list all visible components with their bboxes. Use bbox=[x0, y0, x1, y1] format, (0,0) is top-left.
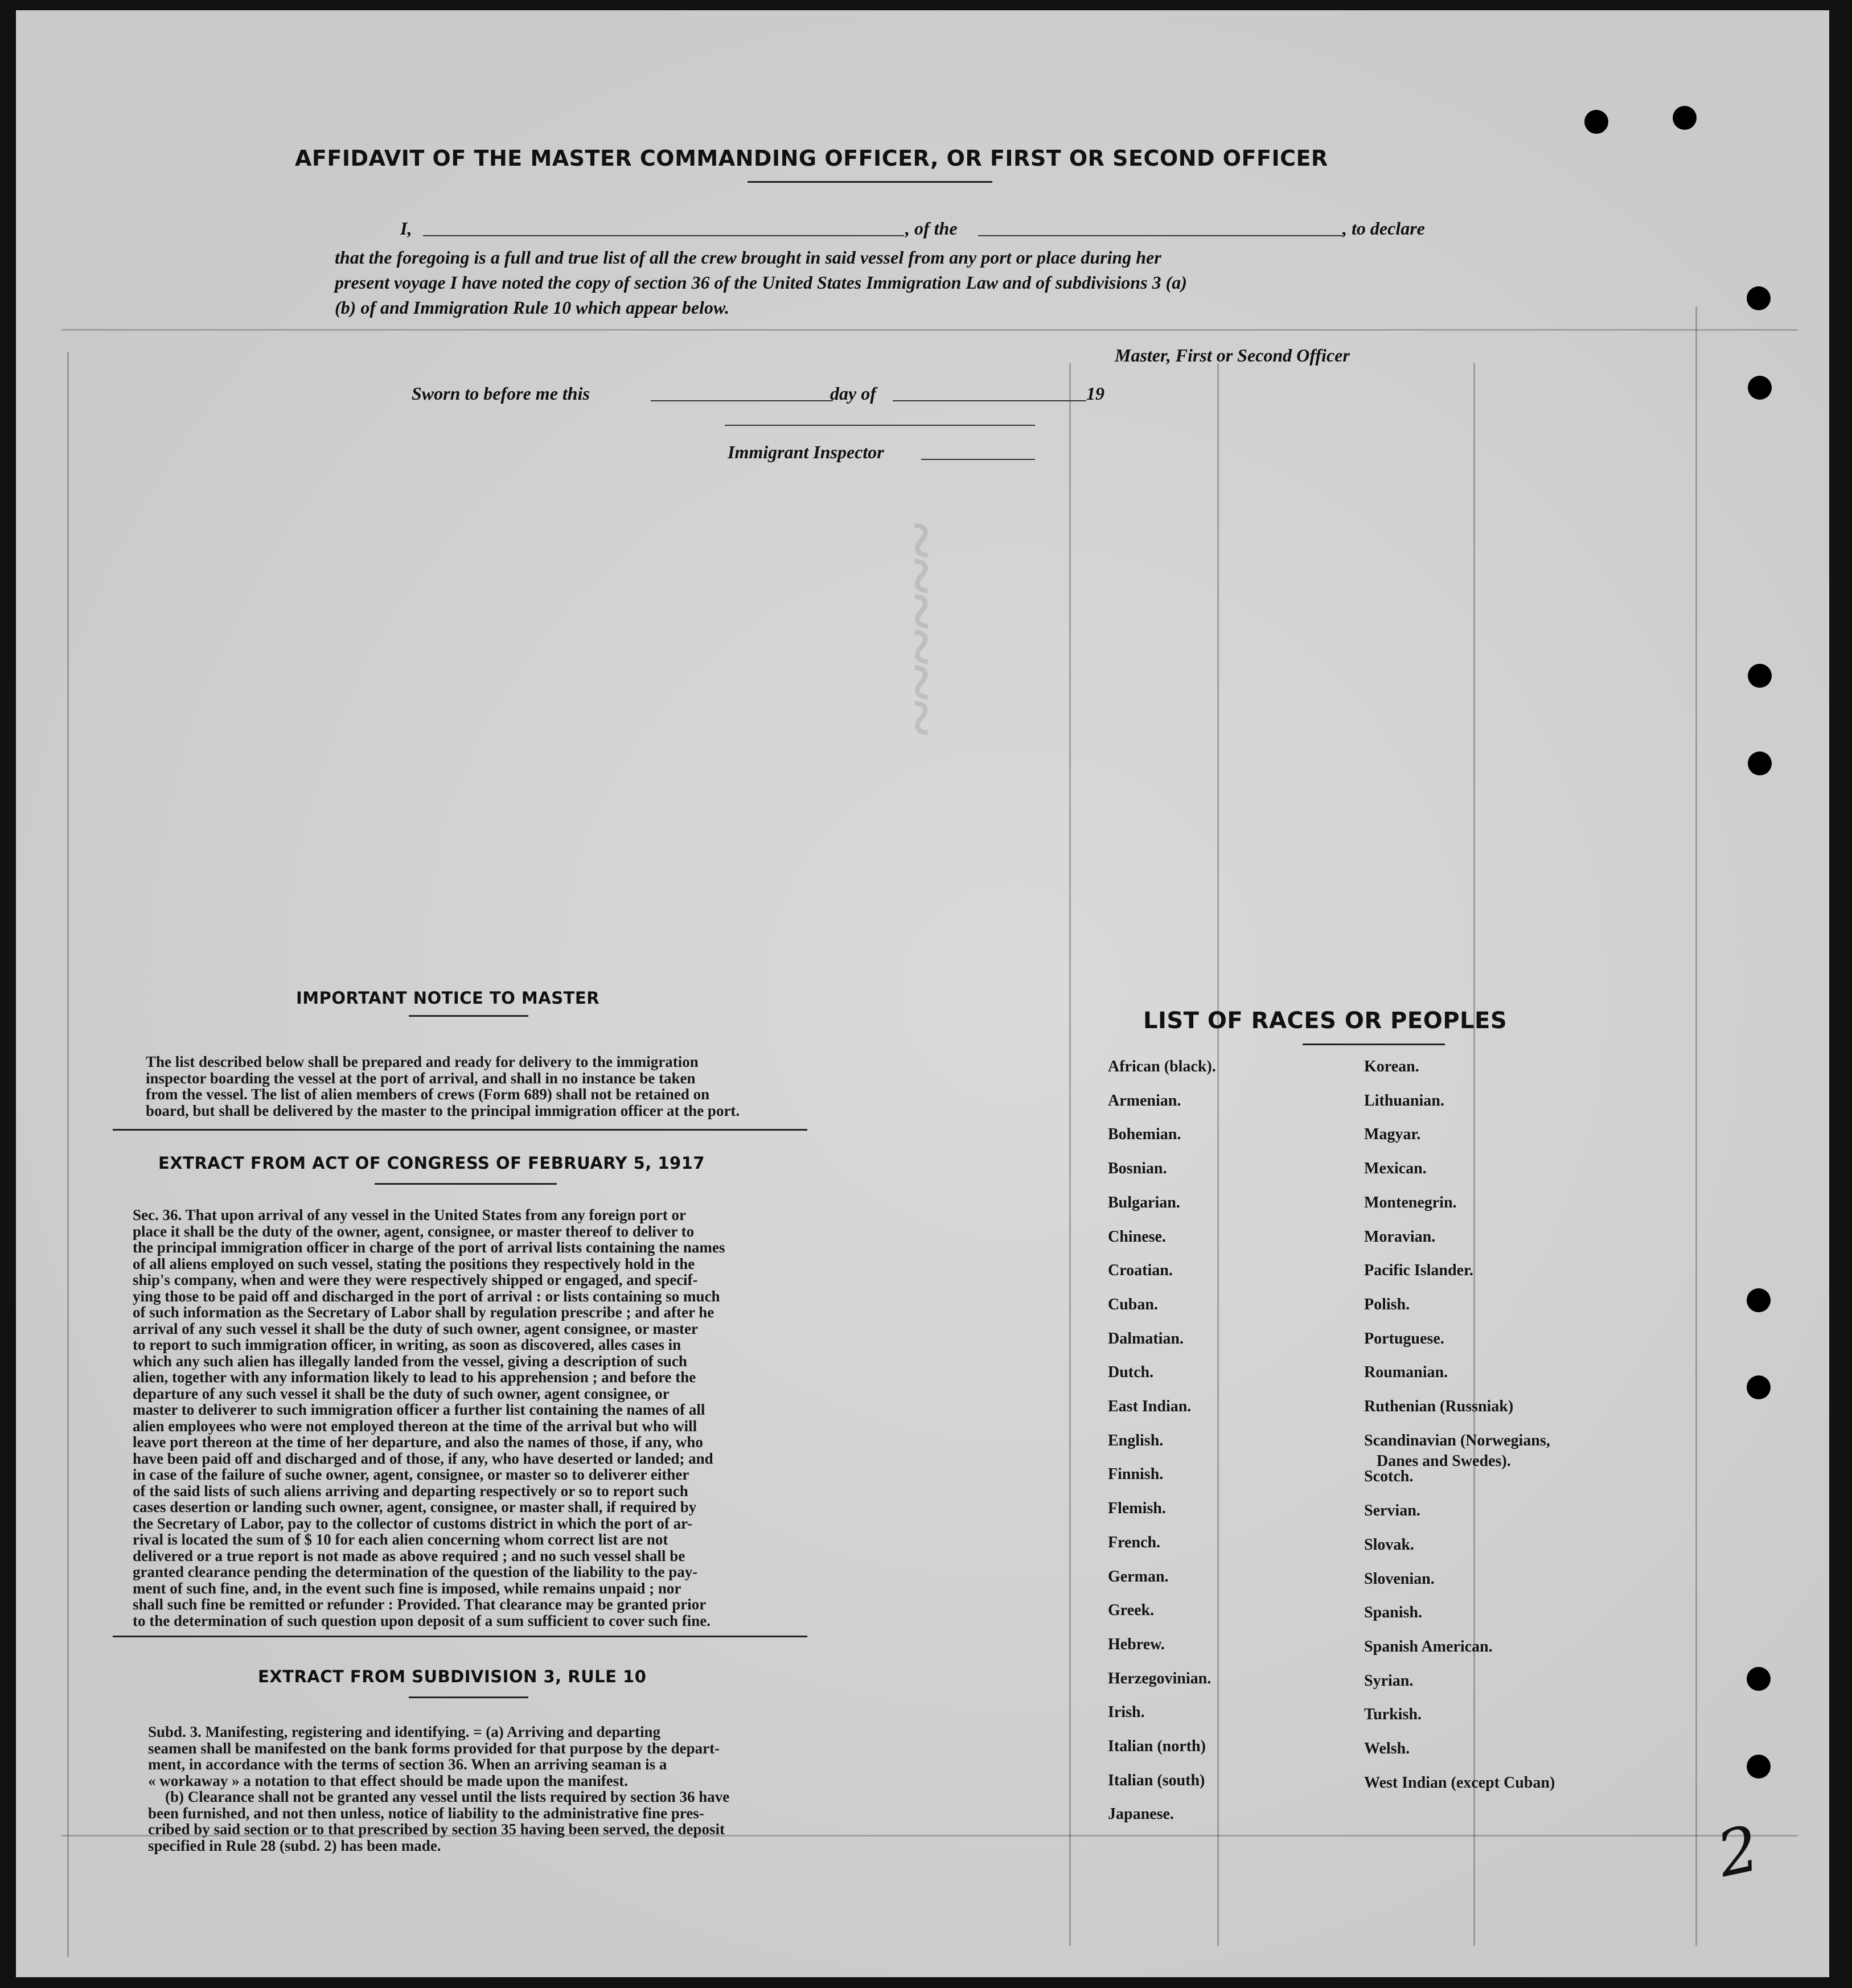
act-line: of all aliens employed on such vessel, stating the positions they respectively hold in the bbox=[133, 1255, 695, 1272]
act-line: arrival of any such vessel it shall be the duty of such owner, agent consignee, or master bbox=[133, 1320, 698, 1337]
punch-hole bbox=[1747, 1375, 1771, 1399]
races-title: LIST OF RACES OR PEOPLES bbox=[1143, 1008, 1508, 1034]
affidavit-of-the: , of the bbox=[905, 218, 958, 239]
punch-hole bbox=[1673, 106, 1697, 130]
race-item: Italian (north) bbox=[1108, 1738, 1206, 1755]
rule-line: « workaway » a notation to that effect should be made upon the manifest. bbox=[148, 1772, 628, 1789]
act-line: ment of such fine, and, in the event such fine is imposed, while remains unpaid ; nor bbox=[133, 1579, 681, 1597]
race-item: Scotch. bbox=[1364, 1468, 1414, 1486]
document-page bbox=[16, 10, 1829, 1977]
race-item: Lithuanian. bbox=[1364, 1091, 1444, 1110]
race-item: Mexican. bbox=[1364, 1160, 1427, 1178]
race-item: West Indian (except Cuban) bbox=[1364, 1773, 1555, 1792]
race-item: Spanish. bbox=[1364, 1604, 1422, 1622]
rule-line: cribed by said section or to that prescribed by section 35 having been served, the deposit bbox=[148, 1821, 725, 1838]
race-item: Montenegrin. bbox=[1364, 1193, 1457, 1211]
punch-hole bbox=[1748, 664, 1772, 688]
bleed-line bbox=[1069, 363, 1071, 1946]
race-item: Danes and Swedes). bbox=[1377, 1452, 1511, 1470]
affidavit-body bbox=[335, 245, 1187, 320]
notice-line: inspector boarding the vessel at the port of arrival, and shall in no instance be taken bbox=[146, 1069, 696, 1087]
notice-line: from the vessel. The list of alien members of crews (Form 689) shall not be retained on bbox=[146, 1086, 710, 1103]
race-item: Pacific Islander. bbox=[1364, 1262, 1473, 1280]
notice-divider bbox=[113, 1129, 807, 1131]
affidavit-body-line: (b) of and Immigration Rule 10 which appear below. bbox=[335, 297, 730, 318]
race-item: Scandinavian (Norwegians, bbox=[1364, 1431, 1550, 1449]
act-line: have been paid off and discharged and of those, if any, who have deserted or landed; and bbox=[133, 1449, 713, 1467]
sworn-text: Sworn to before me this bbox=[412, 383, 590, 404]
act-line: departure of any such vessel it shall be the duty of such owner, agent consignee, or bbox=[133, 1385, 670, 1402]
race-item: Turkish. bbox=[1364, 1706, 1422, 1724]
bleed-line bbox=[61, 329, 1798, 331]
act-line: place it shall be the duty of the owner, agent, consignee, or master thereof to deliver to bbox=[133, 1222, 695, 1240]
race-item: Slovenian. bbox=[1364, 1570, 1435, 1588]
title-underline bbox=[748, 181, 992, 183]
race-item: Welsh. bbox=[1364, 1740, 1410, 1757]
rule-line: Subd. 3. Manifesting, registering and identifying. = (a) Arriving and departing bbox=[148, 1723, 660, 1740]
race-item: Italian (south) bbox=[1108, 1771, 1205, 1789]
act-divider bbox=[113, 1636, 807, 1637]
notice-title: IMPORTANT NOTICE TO MASTER bbox=[296, 988, 600, 1008]
race-item: Dutch. bbox=[1108, 1363, 1154, 1382]
vessel-fill-line bbox=[978, 235, 1342, 236]
act-title: EXTRACT FROM ACT OF CONGRESS OF FEBRUARY 5, 1917 bbox=[158, 1153, 705, 1173]
race-item: Chinese. bbox=[1108, 1227, 1166, 1246]
race-item: Flemish. bbox=[1108, 1500, 1166, 1518]
race-item: Japanese. bbox=[1108, 1805, 1174, 1823]
act-line: the principal immigration officer in charge of the port of arrival lists containing the names bbox=[133, 1239, 725, 1256]
race-item: Finnish. bbox=[1108, 1465, 1164, 1484]
race-item: Croatian. bbox=[1108, 1262, 1173, 1280]
act-line: the Secretary of Labor, pay to the collector of customs district in which the port of ar- bbox=[133, 1514, 693, 1532]
punch-hole bbox=[1747, 1667, 1771, 1691]
page-number: 2 bbox=[1711, 1812, 1765, 1891]
rule-title: EXTRACT FROM SUBDIVISION 3, RULE 10 bbox=[258, 1667, 647, 1686]
act-line: rival is located the sum of $ 10 for each alien concerning whom correct list are not bbox=[133, 1531, 668, 1548]
affidavit-I: I, bbox=[400, 218, 412, 239]
race-item: Polish. bbox=[1364, 1295, 1410, 1313]
rule-body bbox=[148, 1724, 820, 1854]
rule-line: specified in Rule 28 (subd. 2) has been made. bbox=[148, 1837, 441, 1854]
race-item: Roumanian. bbox=[1364, 1363, 1448, 1382]
rule-underline bbox=[409, 1697, 528, 1698]
races-underline bbox=[1303, 1044, 1445, 1045]
act-line: cases desertion or landing such owner, agent, consignee, or master shall, if required by bbox=[133, 1498, 697, 1515]
notice-line: The list described below shall be prepared and ready for delivery to the immigration bbox=[146, 1053, 699, 1070]
act-line: to report to such immigration officer, in writing, as soon as discovered, alles cases in bbox=[133, 1336, 681, 1353]
notice-underline bbox=[409, 1015, 528, 1017]
inspector-fill-line bbox=[921, 459, 1035, 460]
inspector-label: Immigrant Inspector bbox=[728, 442, 884, 462]
bleed-line bbox=[1695, 306, 1697, 1946]
affidavit-body-line: that the foregoing is a full and true list of all the crew brought in said vessel from any port or place during her bbox=[335, 247, 1161, 268]
act-line: alien, together with any information likely to lead to his apprehension ; and before the bbox=[133, 1369, 696, 1386]
rule-line: been furnished, and not then unless, notice of liability to the administrative fine pres- bbox=[148, 1804, 704, 1822]
rule-line: seamen shall be manifested on the bank forms provided for that purpose by the depart- bbox=[148, 1739, 720, 1757]
name-fill-line bbox=[423, 235, 904, 236]
race-item: Servian. bbox=[1364, 1502, 1420, 1520]
race-item: Spanish American. bbox=[1364, 1637, 1493, 1656]
race-item: Ruthenian (Russniak) bbox=[1364, 1398, 1514, 1415]
punch-hole bbox=[1584, 110, 1608, 134]
race-item: East Indian. bbox=[1108, 1398, 1192, 1415]
notice-body bbox=[146, 1054, 818, 1119]
race-item: Portuguese. bbox=[1364, 1329, 1444, 1348]
race-item: Greek. bbox=[1108, 1601, 1155, 1620]
bleed-line bbox=[1473, 363, 1475, 1946]
day-fill-line bbox=[651, 400, 833, 401]
inspector-sign-line bbox=[725, 425, 1035, 426]
act-line: granted clearance pending the determination of the question of the liability to the pay- bbox=[133, 1563, 698, 1580]
race-item: Hebrew. bbox=[1108, 1635, 1165, 1653]
race-item: Syrian. bbox=[1364, 1671, 1414, 1690]
race-item: Moravian. bbox=[1364, 1227, 1436, 1246]
race-item: Irish. bbox=[1108, 1703, 1145, 1722]
race-item: Armenian. bbox=[1108, 1091, 1181, 1110]
punch-hole bbox=[1748, 376, 1772, 400]
rule-line: ment, in accordance with the terms of section 36. When an arriving seaman is a bbox=[148, 1756, 667, 1773]
act-line: ship's company, when and were they were respectively shipped or engaged, and specif- bbox=[133, 1271, 698, 1288]
act-line: in case of the failure of suche owner, agent, consignee, or master so to deliverer either bbox=[133, 1466, 689, 1483]
affidavit-declare: , to declare bbox=[1342, 218, 1425, 239]
race-item: Bohemian. bbox=[1108, 1126, 1181, 1144]
act-line: of such information as the Secretary of Labor shall by regulation prescribe ; and after he bbox=[133, 1304, 714, 1321]
race-item: Cuban. bbox=[1108, 1295, 1158, 1313]
master-label: Master, First or Second Officer bbox=[1115, 345, 1350, 365]
act-line: shall such fine be remitted or refunder : Provided. That clearance may be granted prior bbox=[133, 1596, 707, 1613]
act-underline bbox=[375, 1183, 557, 1185]
race-item: Slovak. bbox=[1364, 1535, 1414, 1554]
punch-hole bbox=[1747, 286, 1771, 310]
race-item: French. bbox=[1108, 1533, 1161, 1551]
act-body bbox=[133, 1207, 827, 1629]
act-line: ying those to be paid off and discharged in the port of arrival : or lists containing so much bbox=[133, 1287, 720, 1305]
day-of: day of bbox=[830, 383, 876, 404]
race-item: African (black). bbox=[1108, 1058, 1216, 1075]
race-item: Korean. bbox=[1364, 1058, 1419, 1075]
race-item: English. bbox=[1108, 1431, 1164, 1449]
act-line: leave port thereon at the time of her departure, and also the names of those, if any, who bbox=[133, 1434, 703, 1451]
race-item: Magyar. bbox=[1364, 1126, 1421, 1144]
bleed-line bbox=[1217, 363, 1219, 1946]
bleed-line bbox=[67, 352, 69, 1957]
bleed-through-text: ~~~~~~ bbox=[884, 523, 960, 736]
month-fill-line bbox=[893, 400, 1086, 401]
act-line: of the said lists of such aliens arriving and departing respectively or so to report such bbox=[133, 1482, 688, 1500]
act-line: master to deliverer to such immigration officer a further list containing the names of all bbox=[133, 1401, 705, 1418]
affidavit-body-line: present voyage I have noted the copy of section 36 of the United States Immigration Law and of subdivisions 3 (a) bbox=[335, 272, 1187, 293]
act-line: alien employees who were not employed thereon at the time of the arrival but who will bbox=[133, 1417, 697, 1435]
act-line: to the determination of such question upon deposit of a sum sufficient to cover such fine. bbox=[133, 1612, 711, 1629]
punch-hole bbox=[1747, 1755, 1771, 1778]
act-line: which any such alien has illegally landed from the vessel, giving a description of such bbox=[133, 1352, 687, 1370]
punch-hole bbox=[1748, 751, 1772, 775]
year-prefix: 19 bbox=[1086, 383, 1104, 404]
punch-hole bbox=[1747, 1288, 1771, 1312]
affidavit-title: AFFIDAVIT OF THE MASTER COMMANDING OFFICER, OR FIRST OR SECOND OFFICER bbox=[295, 146, 1328, 171]
act-line: delivered or a true report is not made as above required ; and no such vessel shall be bbox=[133, 1547, 685, 1564]
race-item: German. bbox=[1108, 1567, 1169, 1586]
race-item: Bosnian. bbox=[1108, 1160, 1167, 1178]
race-item: Bulgarian. bbox=[1108, 1193, 1180, 1211]
race-item: Herzegovinian. bbox=[1108, 1669, 1212, 1687]
act-line: Sec. 36. That upon arrival of any vessel in the United States from any foreign port or bbox=[133, 1206, 686, 1223]
rule-line: (b) Clearance shall not be granted any vessel until the lists required by section 36 have bbox=[165, 1788, 730, 1805]
race-item: Dalmatian. bbox=[1108, 1329, 1184, 1348]
notice-line: board, but shall be delivered by the master to the principal immigration officer at the port. bbox=[146, 1102, 740, 1119]
